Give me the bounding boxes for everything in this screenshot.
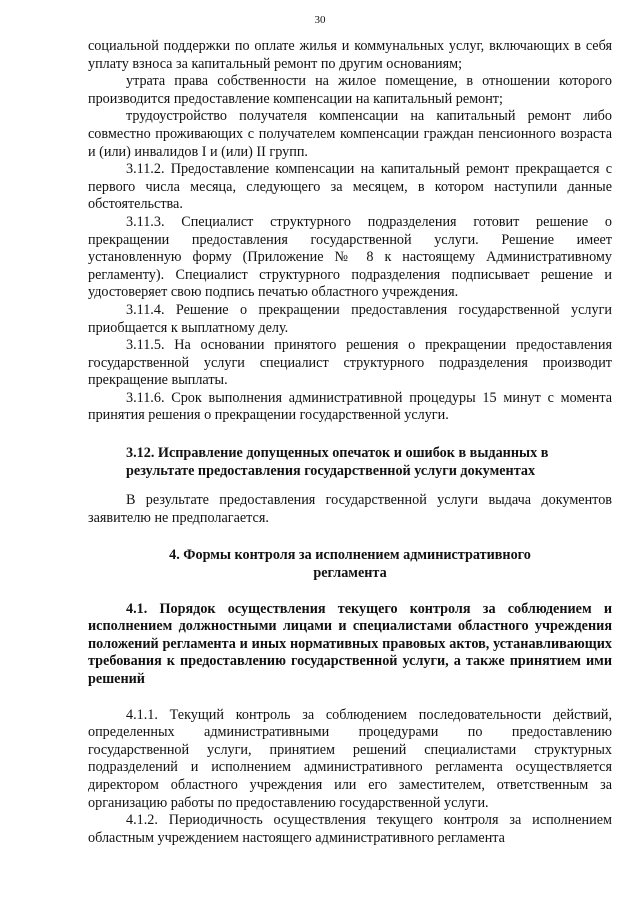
paragraph-3-11-2: 3.11.2. Предоставление компенсации на капитальный ремонт прекращается с первого числа месяца, следующего за месяцем, в котором наступили данные обстоятельства.	[88, 161, 612, 213]
section-4-1-heading: 4.1. Порядок осуществления текущего контроля за соблюдением и исполнением должностными лицами и специалистами областного учреждения положений регламента и иных нормативных правовых актов, устанавливающих требования к предоставлению государственной услуги, а также принятием ими решений	[88, 600, 612, 687]
page-number: 30	[314, 14, 326, 26]
paragraph: трудоустройство получателя компенсации на капитальный ремонт либо совместно проживающих с получателем компенсации граждан пенсионного возраста и (или) инвалидов I и (или) II групп.	[88, 108, 612, 160]
paragraph: социальной поддержки по оплате жилья и коммунальных услуг, включающих в себя уплату взноса за капитальный ремонт по другим основаниям;	[88, 38, 612, 72]
document-body	[88, 38, 612, 847]
paragraph-4-1-1: 4.1.1. Текущий контроль за соблюдением последовательности действий, определенных административными процедурами по предоставлению государственной услуги, принятием решений специалистами структурных подразделений и исполнением административного регламента осуществляется директором областного учреждения или его заместителем, ответственным за организацию работы по предоставлению государственной услуги.	[88, 706, 612, 811]
paragraph-4-1-2: 4.1.2. Периодичность осуществления текущего контроля за исполнением областным учреждением настоящего административного регламента	[88, 812, 612, 846]
section-3-12-text: В результате предоставления государственной услуги выдача документов заявителю не предполагается.	[88, 492, 612, 526]
paragraph-3-11-5: 3.11.5. На основании принятого решения о прекращении предоставления государственной услуги специалист структурного подразделения производит прекращение выплаты.	[88, 337, 612, 389]
paragraph-3-11-3: 3.11.3. Специалист структурного подразделения готовит решение о прекращении предоставления государственной услуги. Решение имеет установленную форму (Приложение № 8 к настоящему Административному регламенту). Специалист структурного подразделения подписывает решение и удостоверяет свою подпись печатью областного учреждения.	[88, 213, 612, 301]
paragraph: утрата права собственности на жилое помещение, в отношении которого производится предоставление компенсации на капитальный ремонт;	[88, 73, 612, 107]
paragraph-3-11-4: 3.11.4. Решение о прекращении предоставления государственной услуги приобщается к выплатному делу.	[88, 301, 612, 336]
section-4-heading: 4. Формы контроля за исполнением административного регламента	[169, 547, 531, 582]
section-3-12-heading: 3.12. Исправление допущенных опечаток и ошибок в выданных в результате предоставления государственной услуги документах	[126, 445, 549, 479]
paragraph-3-11-6: 3.11.6. Срок выполнения административной процедуры 15 минут с момента принятия решения о прекращении государственной услуги.	[88, 389, 612, 424]
